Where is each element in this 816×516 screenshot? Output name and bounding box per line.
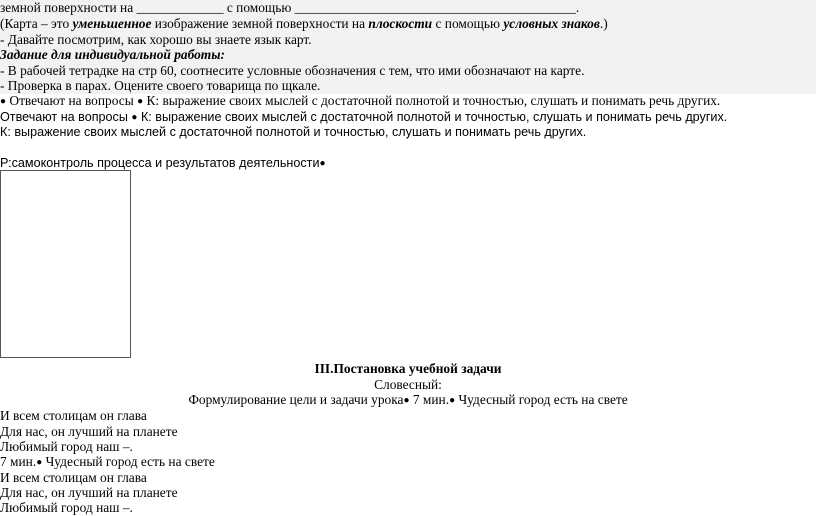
text: 7 мин.	[0, 454, 37, 469]
text: Чудесный город есть на свете	[45, 454, 215, 469]
line-map-language: - Давайте посмотрим, как хорошо вы знаете язык карт.	[0, 32, 312, 47]
emphasis: уменьшенное	[72, 16, 152, 31]
text: Чудесный город есть на свете	[458, 392, 628, 407]
bullet-icon: ●	[131, 112, 138, 123]
text: Отвечают на вопросы	[9, 93, 134, 108]
text: Формулирование цели и задачи урока	[188, 392, 404, 407]
poem-line: И всем столицам он глава	[0, 470, 147, 485]
text: К: выражение своих мыслей с достаточной полнотой и точностью, слушать и понимать речь других.	[146, 93, 721, 108]
poem-line	[0, 439, 133, 455]
method-label: Словесный:	[374, 377, 442, 392]
bullet-icon: ●	[0, 96, 7, 107]
text: 7 мин.	[412, 392, 450, 407]
line-pair-check: - Проверка в парах. Оцените своего товарища по щкале.	[0, 78, 321, 93]
text: (Карта – это	[0, 16, 73, 31]
emphasis: условных знаков	[503, 16, 600, 31]
section-heading: III.Постановка учебной задачи	[314, 361, 502, 376]
bullet-icon: ●	[449, 395, 456, 406]
line-communicative: К: выражение своих мыслей с достаточной полнотой и точностью, слушать и понимать речь других.	[0, 125, 587, 139]
text: К: выражение своих мыслей с достаточной полнотой и точностью, слушать и понимать речь других.	[140, 110, 728, 124]
text: .)	[599, 16, 608, 31]
text: изображение земной поверхности на	[151, 16, 369, 31]
text: Отвечают на вопросы	[0, 110, 128, 124]
poem-line: И всем столицам он глава	[0, 408, 147, 423]
bullet-icon: ●	[137, 96, 144, 107]
bullet-icon: ●	[36, 457, 43, 468]
emphasis: плоскости	[368, 16, 433, 31]
text: Любимый город наш –.	[0, 439, 133, 454]
bullet-icon: ●	[403, 395, 410, 406]
text: с помощью	[432, 16, 504, 31]
bullet-icon: ●	[319, 158, 326, 169]
task-heading: Задание для индивидуальной работы:	[0, 47, 225, 62]
text: Р:самоконтроль процесса и результатов деятельности	[0, 156, 320, 170]
poem-line: Любимый город наш –.	[0, 500, 133, 515]
empty-image-frame	[0, 170, 131, 358]
poem-line: Для нас, он лучший на планете	[0, 424, 178, 439]
line-fill-blanks: земной поверхности на _____________ с помощью __________________________________________.	[0, 0, 580, 15]
line-map-definition	[0, 16, 608, 32]
poem-line: Для нас, он лучший на планете	[0, 485, 178, 500]
line-workbook: - В рабочей тетрадке на стр 60, соотнесите условные обозначения с тем, что ими обозначают на карте.	[0, 63, 585, 78]
